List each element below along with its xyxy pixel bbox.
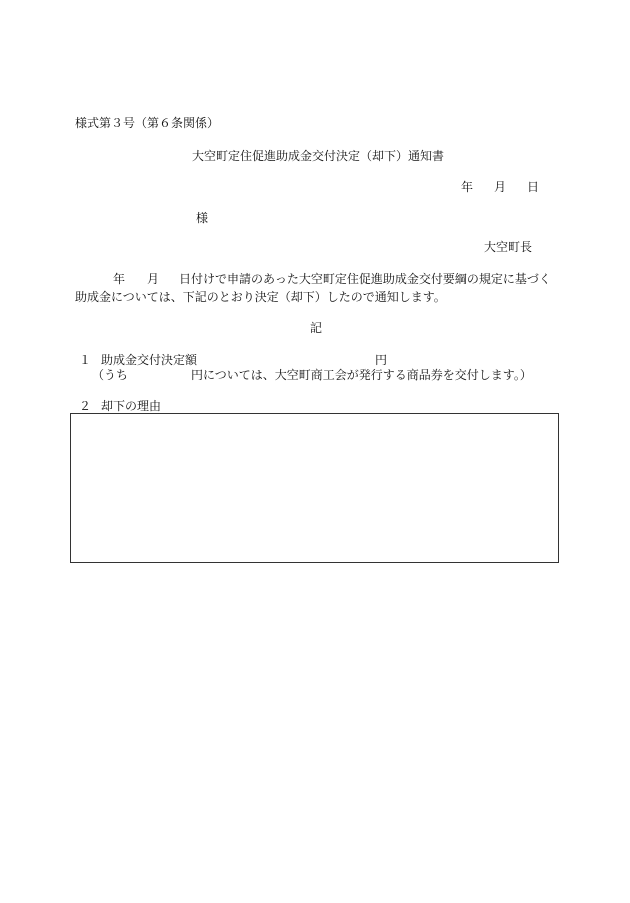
body-year-label: 年 <box>113 272 126 286</box>
issuer-name: 大空町長 <box>484 240 533 254</box>
body-text-line-1 <box>113 273 551 285</box>
item1-subnote <box>92 369 532 381</box>
date-line <box>461 181 539 193</box>
body-line1-text: 日付けで申請のあった大空町定住促進助成金交付要綱の規定に基づく <box>179 272 551 286</box>
item1-subnote-rest: 円については、大空町商工会が発行する商品券を交付します。） <box>191 368 532 382</box>
date-month-label: 月 <box>494 180 507 194</box>
item1-subnote-open: （うち <box>92 368 129 382</box>
body-text-line-2: 助成金については、下記のとおり決定（却下）したので通知します。 <box>75 290 446 304</box>
item1-number: １ <box>79 353 92 367</box>
rejection-reason-box[interactable] <box>70 413 559 563</box>
body-month-label: 月 <box>147 272 160 286</box>
item1-yen-unit: 円 <box>375 353 388 367</box>
ki-heading: 記 <box>310 321 323 335</box>
date-day-label: 日 <box>527 180 540 194</box>
recipient-honorific: 様 <box>196 211 209 225</box>
form-number: 様式第３号（第６条関係） <box>75 116 220 130</box>
item2-number: ２ <box>79 399 92 413</box>
document-title: 大空町定住促進助成金交付決定（却下）通知書 <box>192 149 445 163</box>
item1-label: 助成金交付決定額 <box>101 353 198 367</box>
date-year-label: 年 <box>461 180 474 194</box>
item2-label: 却下の理由 <box>101 399 162 413</box>
